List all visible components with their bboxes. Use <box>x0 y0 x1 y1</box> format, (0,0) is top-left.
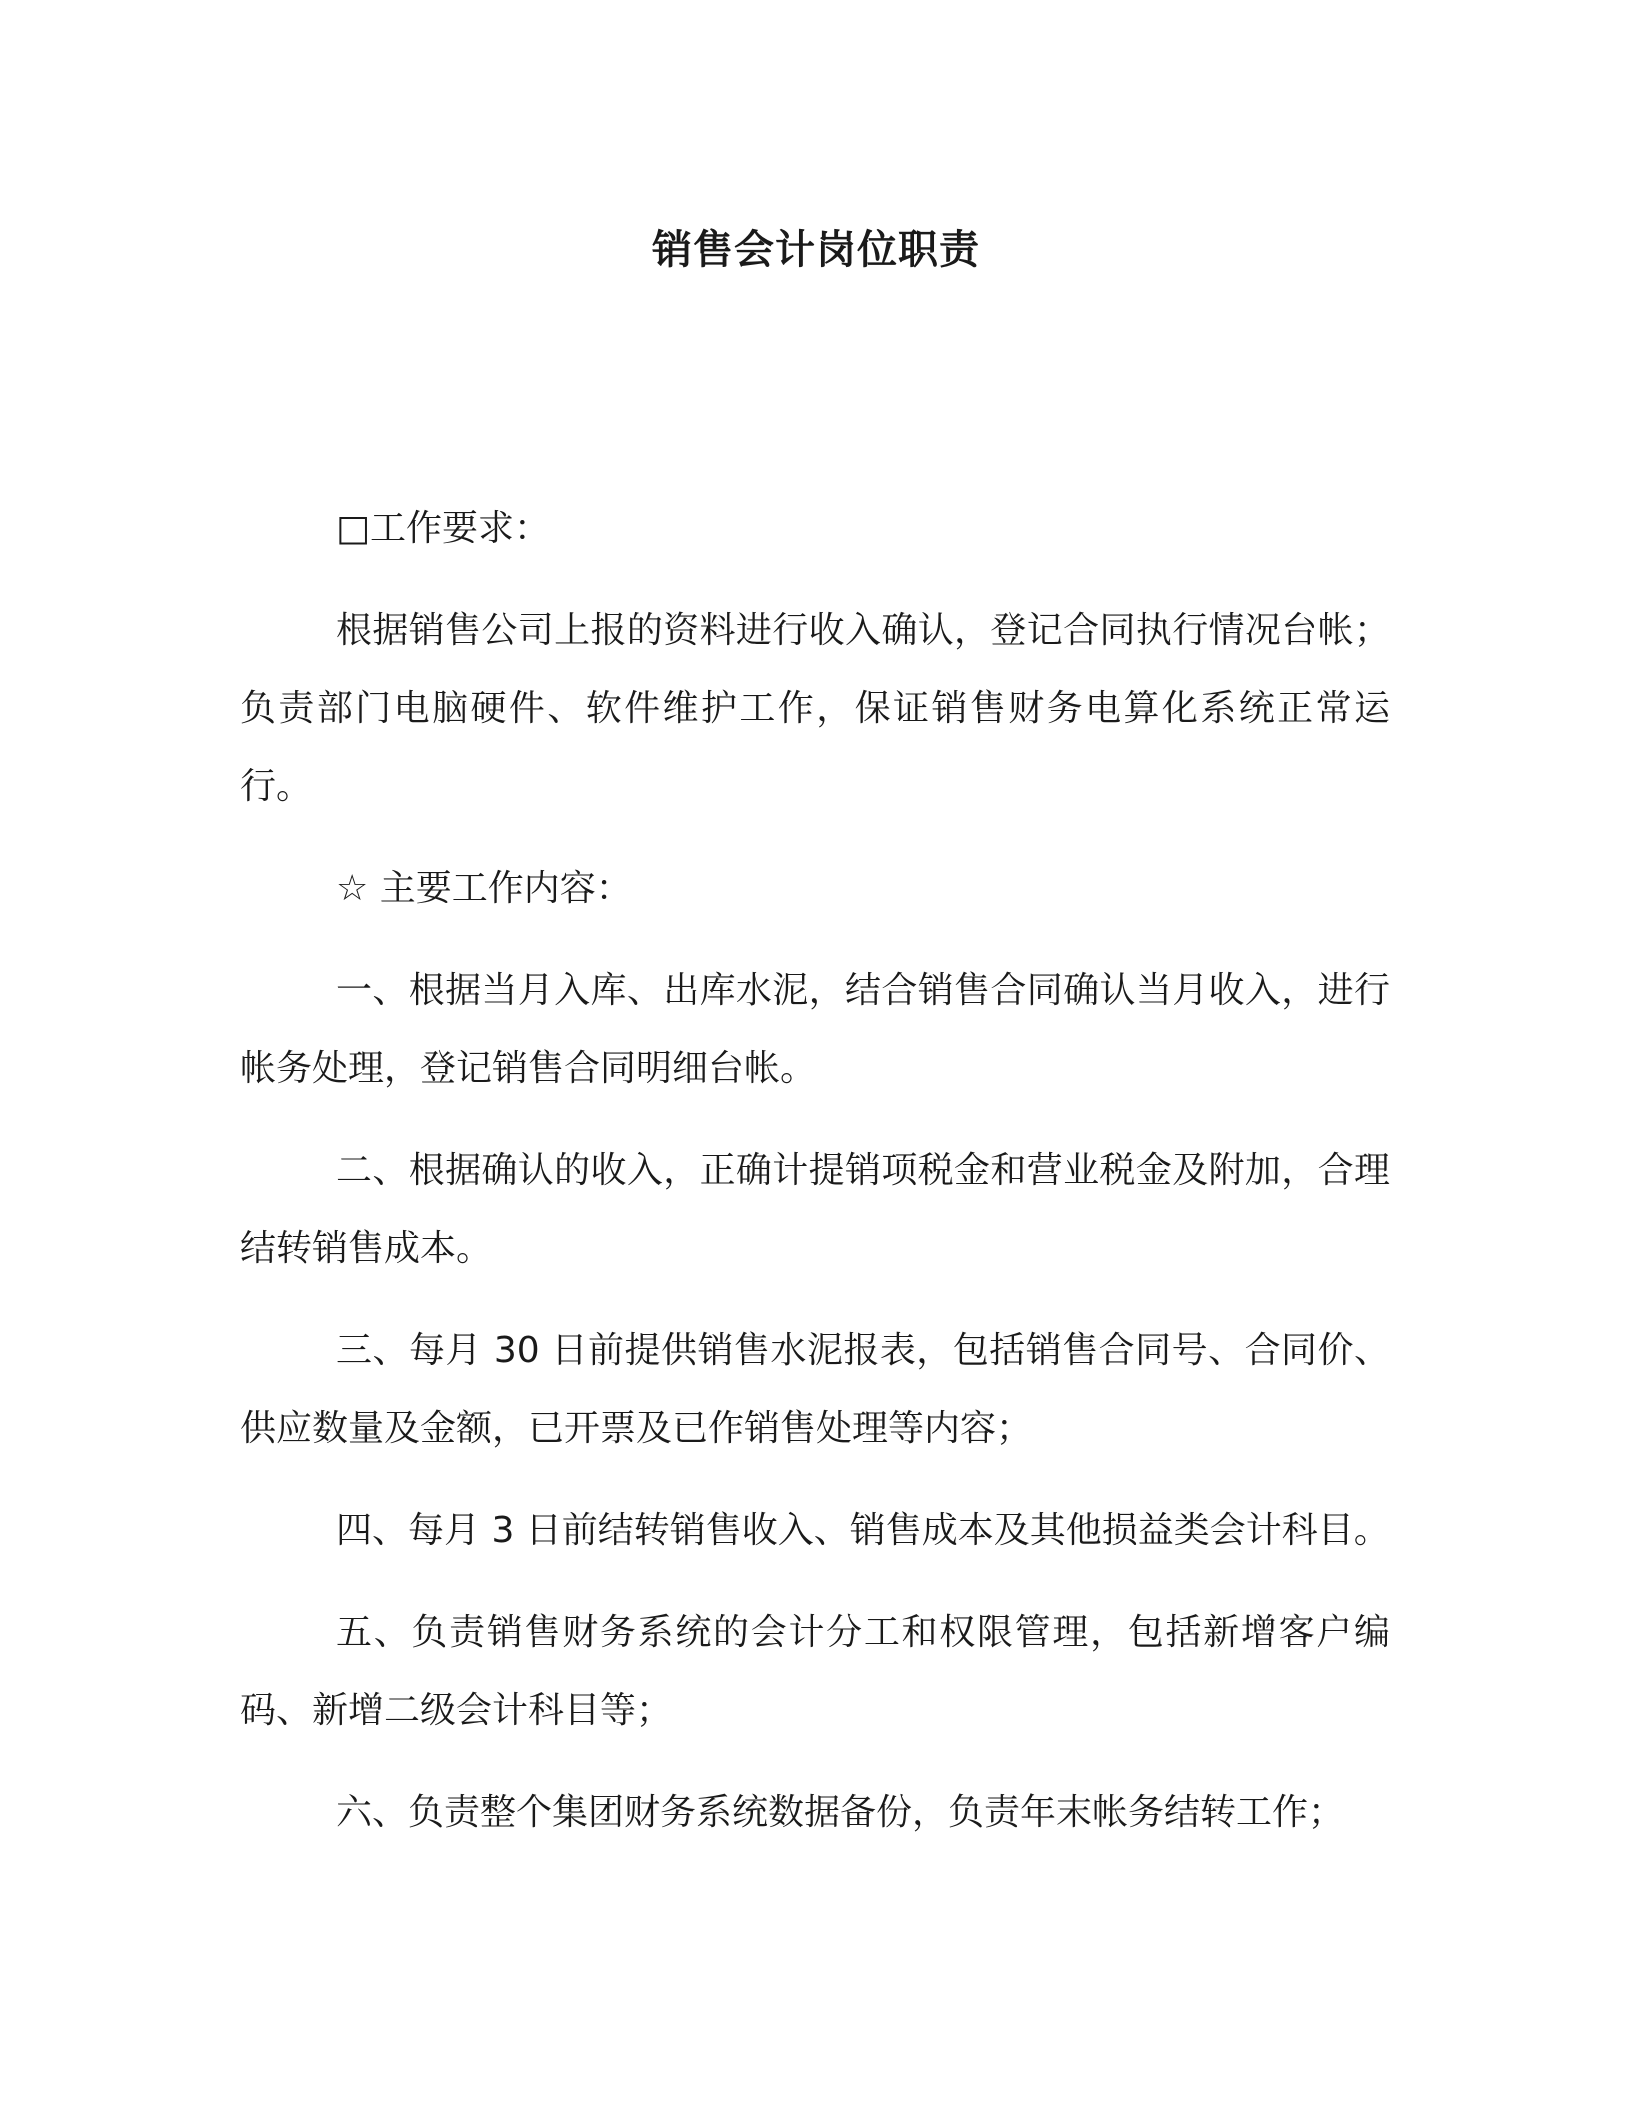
duty-item-5: 五、负责销售财务系统的会计分工和权限管理，包括新增客户编码、新增二级会计科目等； <box>240 1612 1390 1731</box>
section-heading-main-duties: ☆ 主要工作内容： <box>336 868 632 909</box>
requirements-paragraph: 根据销售公司上报的资料进行收入确认，登记合同执行情况台帐；负责部门电脑硬件、软件维护工作，保证销售财务电算化系统正常运行。 <box>240 610 1390 807</box>
section-heading-requirements: □工作要求： <box>336 508 551 549</box>
duty-item-3: 三、每月 30 日前提供销售水泥报表，包括销售合同号、合同价、供应数量及金额，已开票及已作销售处理等内容； <box>240 1330 1390 1449</box>
duty-item-2: 二、根据确认的收入，正确计提销项税金和营业税金及附加，合理结转销售成本。 <box>240 1150 1390 1269</box>
duty-item-1: 一、根据当月入库、出库水泥，结合销售合同确认当月收入，进行帐务处理，登记销售合同明细台帐。 <box>240 970 1390 1089</box>
duty-item-4: 四、每月 3 日前结转销售收入、销售成本及其他损益类会计科目。 <box>336 1510 1390 1551</box>
duty-item-6: 六、负责整个集团财务系统数据备份，负责年末帐务结转工作； <box>336 1792 1345 1833</box>
document-body <box>240 490 1390 1876</box>
document-title: 销售会计岗位职责 <box>652 227 980 273</box>
